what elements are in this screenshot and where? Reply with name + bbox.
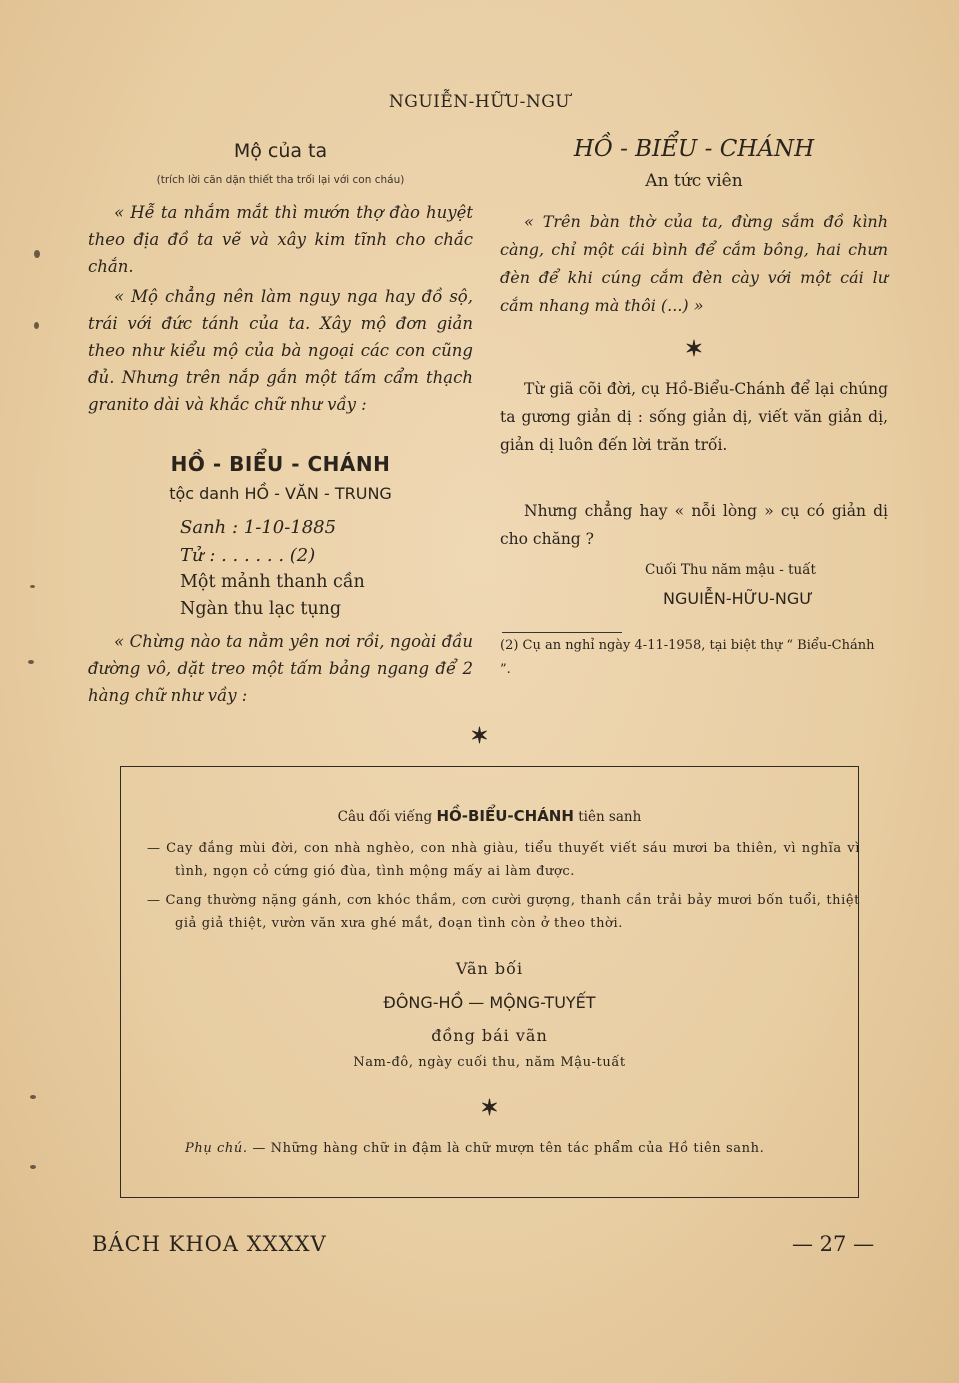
couplet-star-ornament: ✶ [480,1095,499,1121]
couplet-title [121,807,858,825]
left-paragraph-2: « Mộ chẳng nên làm nguy nga hay đồ sộ, trái với đức tánh của ta. Xây mộ đơn giản theo như kiểu mộ của bà ngoại các con cũng đủ. Nhưng trên nắp gắn một tấm cẩm thạch granito dài và khắc chữ như vầy : [88,287,473,414]
couplet-title-name: HỒ-BIỂU-CHÁNH [436,807,574,825]
couplet-authors: ĐÔNG-HỒ — MỘNG-TUYẾT [383,993,596,1012]
couplet-place-date: Nam-đô, ngày cuối thu, năm Mậu-tuất [353,1055,626,1070]
magazine-name: BÁCH KHOA XXXXV [92,1232,327,1256]
page-number: — 27 — [792,1232,875,1256]
footnote: (2) Cụ an nghỉ ngày 4-11-1958, tại biệt thự “ Biểu-Chánh ”. [500,638,875,677]
right-section-subtitle: An tức viên [645,171,743,191]
couplet-title-prefix: Câu đối viếng [337,809,433,825]
article-dateline: Cuối Thu năm mậu - tuất [645,562,816,578]
couplet-box [120,766,859,1198]
couplet-from-1: Vãn bối [455,959,524,978]
couplet-line-2: — Cang thường nặng gánh, cơn khóc thầm, cơn cười gượng, thanh cần trải bảy mươi bốn tuổi, thiệt giả giả thiệt, vườn văn xưa ghé mắt, đoạn tình còn ở theo thời. [147,893,860,931]
left-section-title: Mộ của ta [233,140,328,162]
article-signature: NGUIỄN-HỮU-NGƯ [663,589,813,608]
couplet-title-suffix: tiên sanh [578,809,642,825]
right-quote: « Trên bàn thờ của ta, đừng sắm đồ kình càng, chỉ một cái bình để cắm bông, hai chưn đèn để khi cúng cắm đèn cày với một cái lư cắm nhang mà thôi (...) » [500,212,888,315]
article-author: NGUIỄN-HỮU-NGƯ [388,92,571,112]
couplet-from-3: đồng bái vãn [431,1026,548,1045]
tomb-inscription-born: Sanh : 1-10-1885 [180,517,337,538]
footnote-rule [502,632,622,633]
left-section-subtitle: (trích lời căn dặn thiết tha trối lại với con cháu) [156,174,405,186]
couplet-footnote-label: Phụ chú. — [185,1141,266,1156]
section-star-ornament: ✶ [684,336,704,362]
tomb-inscription-line-2: Ngàn thu lạc tụng [180,599,342,619]
right-paragraph-2: Nhưng chẳng hay « nỗi lòng » cụ có giản dị cho chăng ? [500,502,888,548]
tomb-inscription-line-1: Một mảnh thanh cần [180,572,365,592]
divider-star-ornament: ✶ [470,723,489,749]
tomb-inscription-real-name: tộc danh HỒ - VĂN - TRUNG [169,484,392,503]
couplet-line-1: — Cay đắng mùi đời, con nhà nghèo, con nhà giàu, tiểu thuyết viết sáu mươi ba thiên, vì nghĩa vì tình, ngọn cỏ cứng gió đùa, tình mộng mấy ai làm được. [147,841,860,879]
couplet-footnote-text: Những hàng chữ in đậm là chữ mượn tên tác phẩm của Hồ tiên sanh. [270,1141,765,1156]
tomb-inscription-died: Tử : . . . . . . (2) [180,545,316,566]
tomb-inscription-name: HỒ - BIỂU - CHÁNH [170,452,391,476]
left-paragraph-3: « Chừng nào ta nằm yên nơi rồi, ngoài đầu đường vô, dặt treo một tấm bảng ngang để 2 hàng chữ như vầy : [88,632,473,705]
right-paragraph-1: Từ giã cõi đời, cụ Hồ-Biểu-Chánh để lại chúng ta gương giản dị : sống giản dị, viết văn giản dị, giản dị luôn đến lời trăn trối. [500,380,888,454]
left-paragraph-1: « Hễ ta nhắm mắt thì mướn thợ đào huyệt theo địa đồ ta vẽ và xây kim tĩnh cho chắc chắn. [88,203,473,276]
right-section-title: HỒ - BIỂU - CHÁNH [573,136,815,162]
couplet-footnote [185,1137,835,1160]
